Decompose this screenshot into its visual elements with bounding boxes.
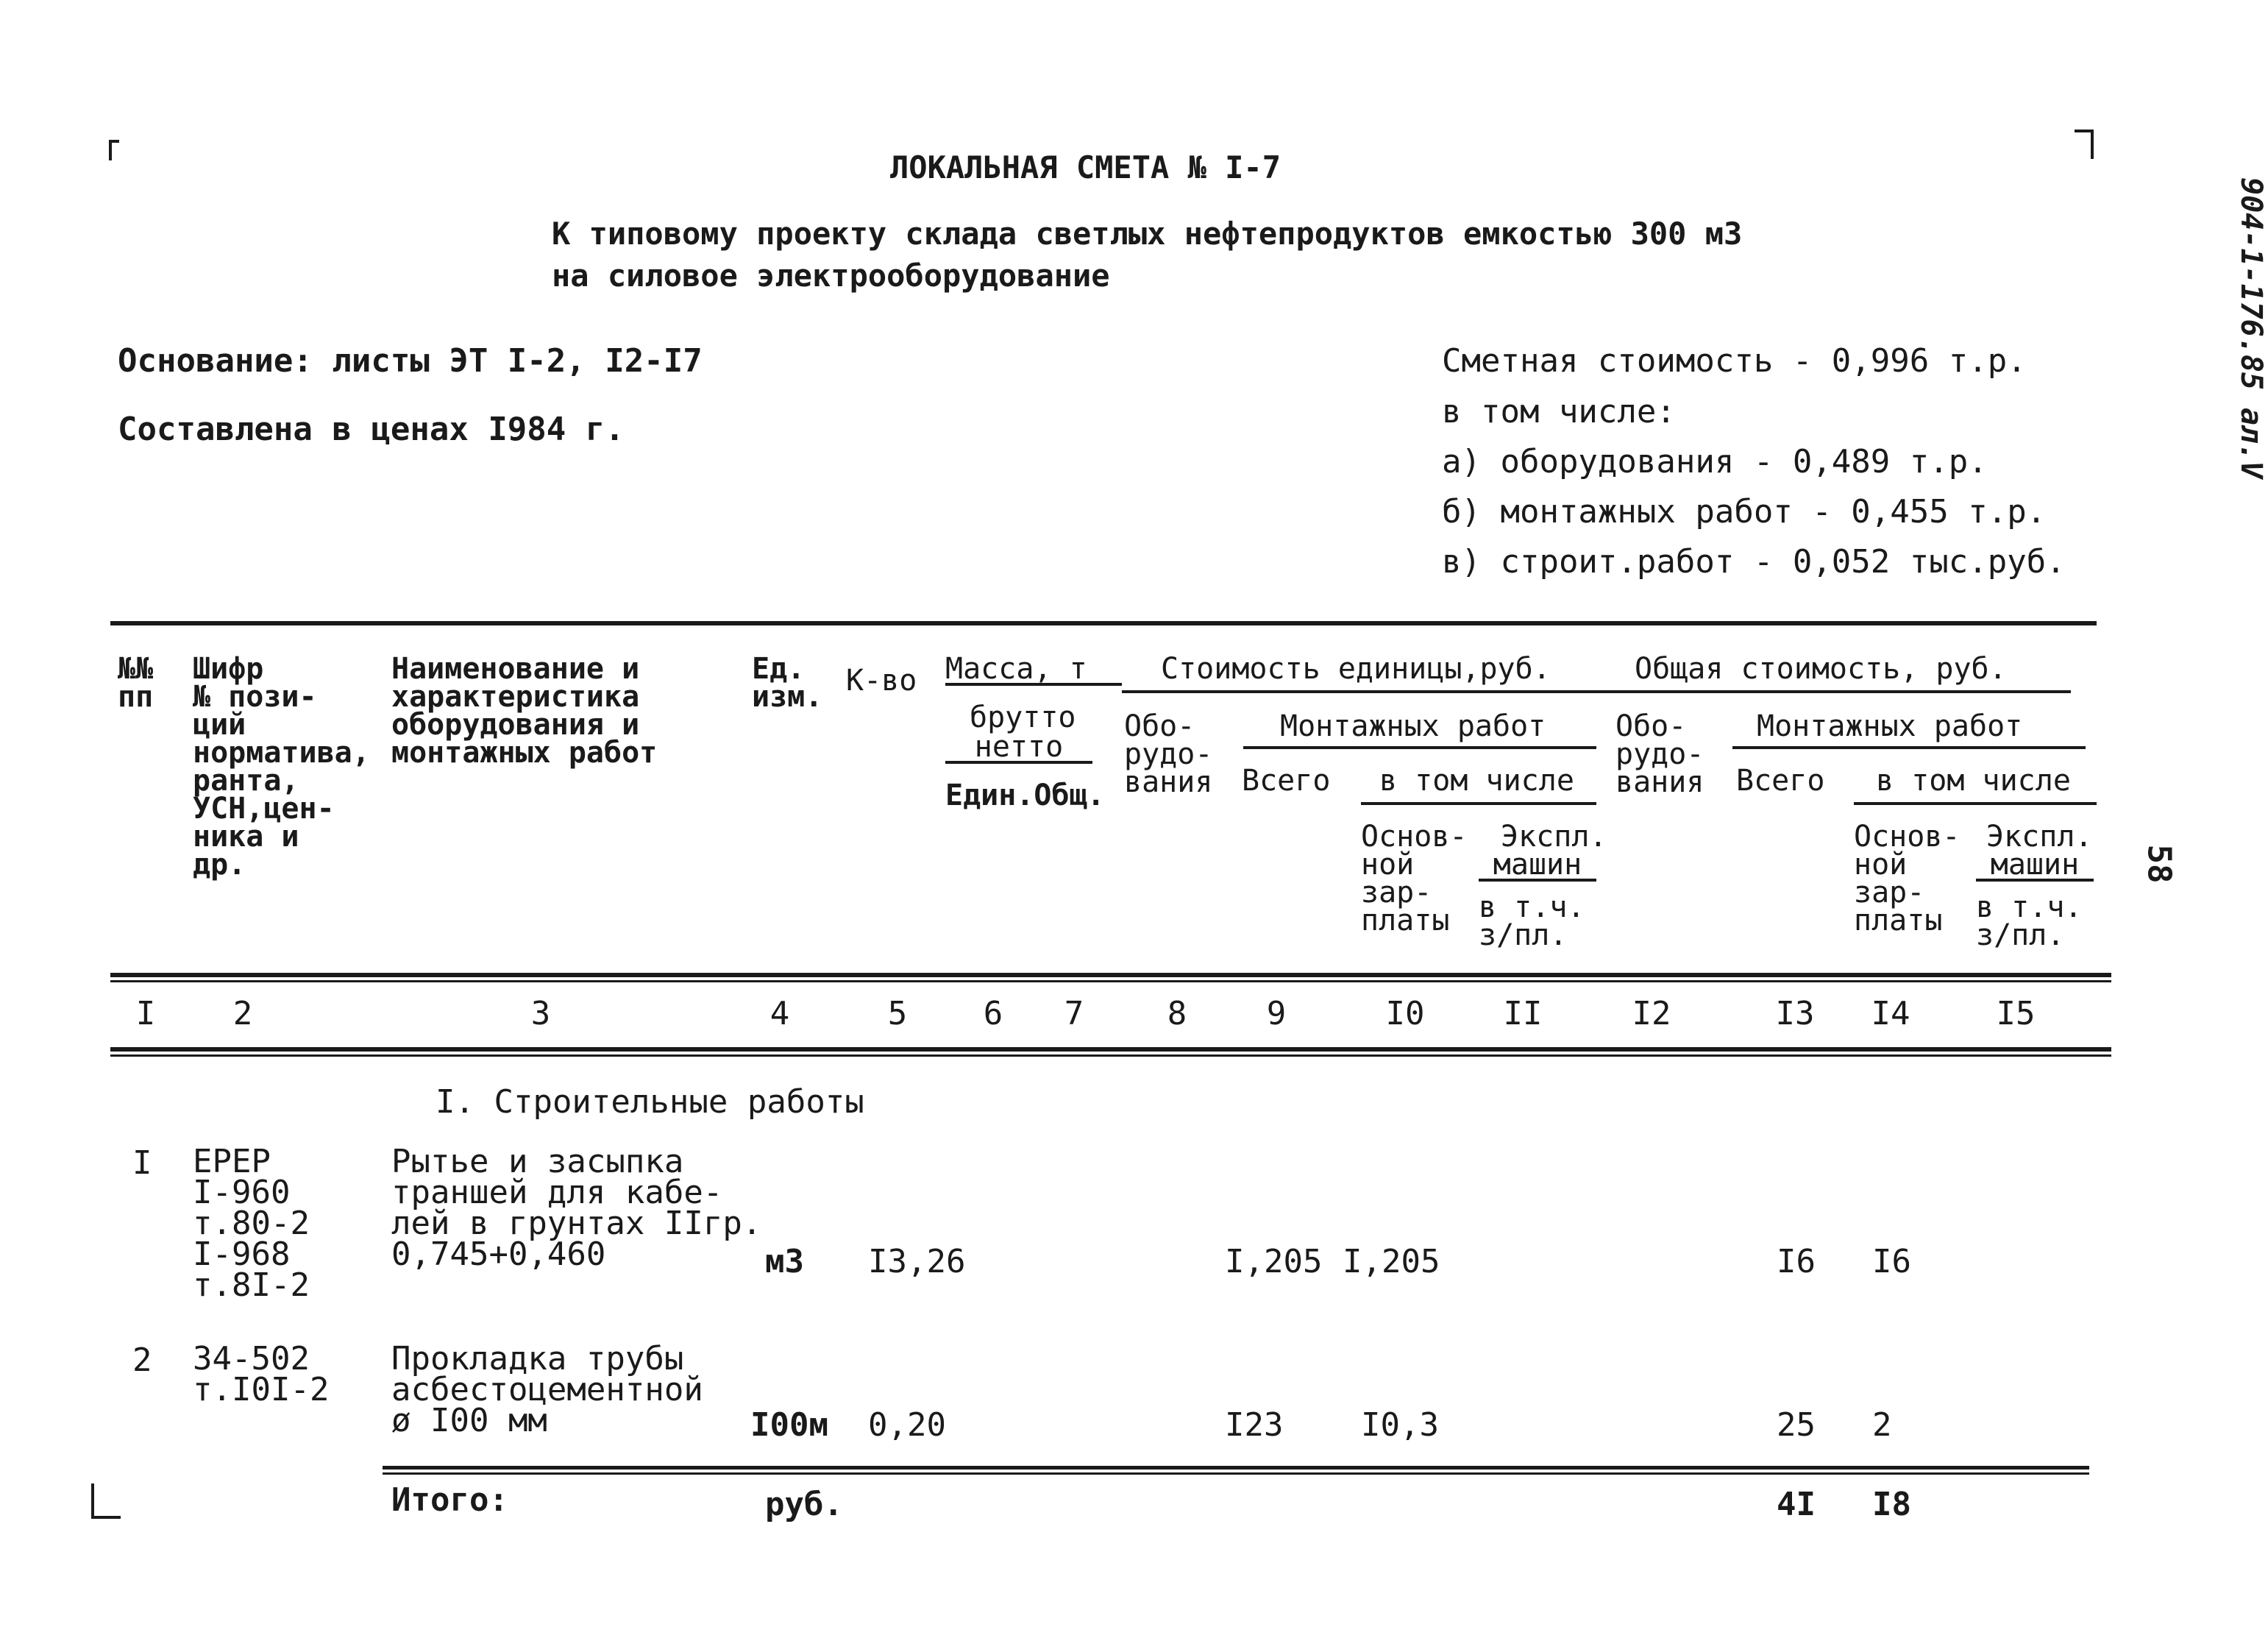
header-bottom-rule	[110, 973, 2111, 977]
header-total-cost: Общая стоимость, руб.	[1635, 652, 2007, 686]
row-name: Прокладка трубы асбестоцементной ø I00 мм	[391, 1340, 703, 1439]
header-mount-rule-2	[1732, 746, 2086, 749]
header-net: нетто	[945, 733, 1092, 764]
column-number: 8	[1167, 995, 1187, 1032]
numbers-bottom-rule	[110, 1047, 2111, 1052]
cost-total: Сметная стоимость - 0,996 т.р.	[1442, 342, 2027, 380]
total-unit: руб.	[765, 1486, 843, 1523]
subtitle-line1: К типовому проекту склада светлых нефтепродуктов емкостью 300 м3	[552, 216, 1743, 252]
row-total-9: I23	[1225, 1406, 1284, 1444]
header-unit: Ед. изм.	[752, 652, 823, 714]
header-mounting-9-11: Монтажных работ	[1280, 709, 1546, 743]
row-wage-14: I6	[1872, 1243, 1911, 1280]
cost-equipment: а) оборудования - 0,489 т.р.	[1442, 443, 1988, 481]
header-incl-10-11: в том числе	[1379, 764, 1574, 798]
header-incl-14-15: в том числе	[1876, 764, 2071, 798]
row-number: 2	[132, 1341, 152, 1379]
row-qty: I3,26	[868, 1243, 966, 1280]
row-wage-10: I,205	[1343, 1243, 1440, 1280]
header-mount-rule	[1243, 746, 1596, 749]
basis-text: Основание: листы ЭТ I-2, I2-I7	[118, 342, 703, 380]
header-machines2-15: машин	[1976, 851, 2094, 882]
total-13: 4I	[1777, 1486, 1816, 1523]
row-total-13: 25	[1777, 1406, 1816, 1444]
header-gross: брутто	[970, 701, 1076, 734]
page-number: 58	[2140, 844, 2178, 884]
header-machines2-11: машин	[1479, 851, 1596, 882]
header-equipment-12: Обо- рудо- вания	[1615, 709, 1704, 799]
row-total-9: I,205	[1225, 1243, 1323, 1280]
column-number: 5	[887, 995, 908, 1032]
header-incl-rule	[1361, 802, 1596, 805]
margin-note: 904-1-176.85 ал.V	[2234, 177, 2268, 479]
header-basic-wage-10: Основ- ной зар- платы	[1361, 820, 1468, 937]
corner-mark-bottom-left	[91, 1483, 121, 1519]
header-mounting-13-15: Монтажных работ	[1757, 709, 2023, 743]
header-name: Наименование и характеристика оборудования и монтажных работ	[391, 652, 658, 770]
corner-mark-top-right	[2075, 130, 2094, 159]
cost-construction: в) строит.работ - 0,052 тыс.руб.	[1442, 543, 2066, 581]
header-incl-rule-2	[1854, 802, 2097, 805]
cost-mounting: б) монтажных работ - 0,455 т.р.	[1442, 493, 2047, 531]
row-unit: м3	[765, 1243, 804, 1280]
row-total-13: I6	[1777, 1243, 1816, 1280]
header-all-13: Всего	[1736, 764, 1825, 798]
column-number: 7	[1064, 995, 1084, 1032]
total-top-rule	[383, 1466, 2089, 1470]
column-number: 6	[983, 995, 1003, 1032]
column-number: I0	[1385, 995, 1425, 1032]
row-code: 34-502 т.I0I-2	[193, 1340, 330, 1408]
header-unit-cost: Стоимость единицы,руб.	[1161, 652, 1551, 686]
total-top-rule-2	[383, 1472, 2089, 1475]
row-number: I	[132, 1144, 152, 1182]
table-top-rule	[110, 621, 2097, 625]
subtitle-line2: на силовое электрооборудование	[552, 258, 1110, 294]
header-mass: Масса, т	[945, 655, 1122, 686]
numbers-bottom-rule-2	[110, 1054, 2111, 1057]
column-number: 4	[769, 995, 790, 1032]
header-all-9: Всего	[1242, 764, 1331, 798]
document-title: ЛОКАЛЬНАЯ СМЕТА № I-7	[890, 149, 1281, 185]
header-incl-wage-11: в т.ч. з/пл.	[1479, 890, 1585, 952]
column-number: I2	[1632, 995, 1671, 1032]
header-cost-rule	[1122, 690, 2071, 693]
column-number: I5	[1996, 995, 2036, 1032]
header-incl-wage-15: в т.ч. з/пл.	[1976, 890, 2083, 952]
total-label: Итого:	[391, 1481, 508, 1519]
column-number: I4	[1871, 995, 1910, 1032]
column-number: I3	[1775, 995, 1815, 1032]
header-code: Шифр № пози- ций норматива, ранта, УСН,цен- ника и др.	[193, 652, 370, 882]
column-number: 2	[232, 995, 253, 1032]
header-qty: К-во	[846, 664, 917, 698]
row-qty: 0,20	[868, 1406, 946, 1444]
total-14: I8	[1872, 1486, 1911, 1523]
header-bottom-rule-2	[110, 980, 2111, 982]
row-code: ЕРЕР I-960 т.80-2 I-968 т.8I-2	[193, 1143, 310, 1304]
row-wage-14: 2	[1872, 1406, 1892, 1444]
column-number: 9	[1266, 995, 1287, 1032]
header-machines-11: Экспл.	[1501, 820, 1607, 854]
column-number: II	[1503, 995, 1543, 1032]
row-unit: I00м	[750, 1406, 828, 1444]
row-wage-10: I0,3	[1361, 1406, 1439, 1444]
section-title: I. Строительные работы	[436, 1083, 864, 1121]
column-number: 3	[530, 995, 551, 1032]
column-number: I	[135, 995, 156, 1032]
header-basic-wage-14: Основ- ной зар- платы	[1854, 820, 1960, 937]
prices-text: Составлена в ценах I984 г.	[118, 411, 625, 448]
row-name: Рытье и засыпка траншей для кабе- лей в грунтах IIгр. 0,745+0,460	[391, 1143, 762, 1273]
cost-including: в том числе:	[1442, 393, 1676, 430]
header-unit-total: Един.Общ.	[945, 779, 1105, 812]
header-equipment-8: Обо- рудо- вания	[1124, 709, 1213, 799]
header-number: №№ пп	[118, 652, 154, 714]
header-machines-15: Экспл.	[1986, 820, 2093, 854]
corner-mark-top-left	[109, 140, 119, 160]
